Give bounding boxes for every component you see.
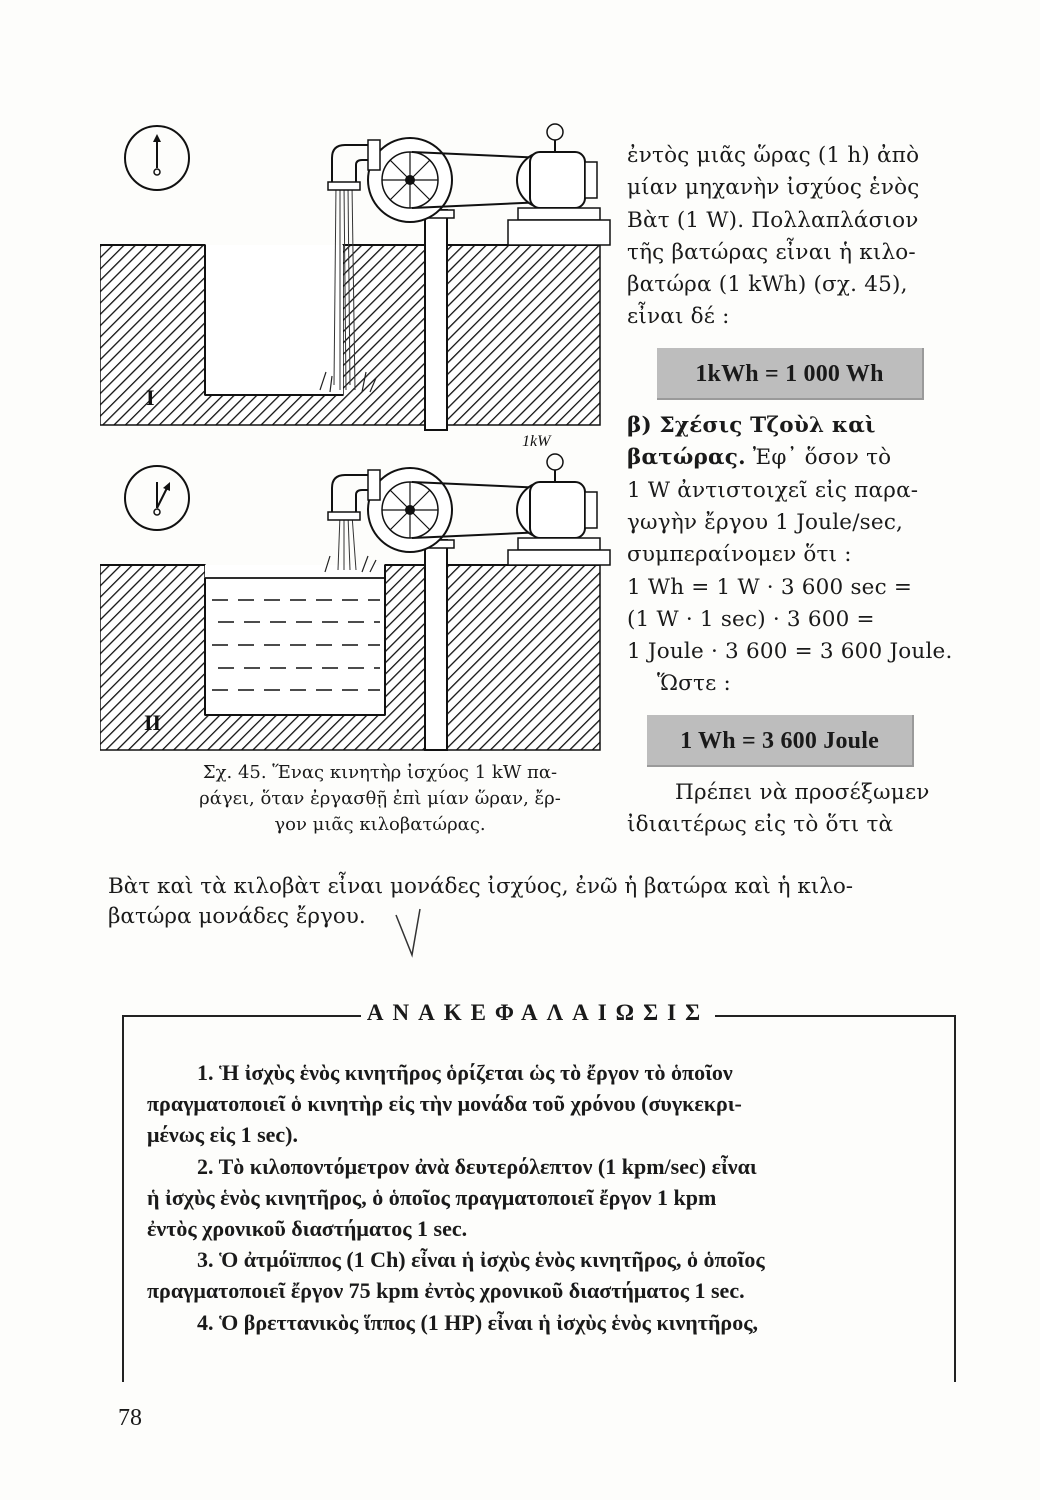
section-heading: β) Σχέσις Τζοὺλ καὶ	[627, 413, 876, 439]
summary-line: ἐντὸς χρονικοῦ διαστήματος 1 sec.	[147, 1216, 468, 1242]
para1-line: τῆς βατώρας εἶναι ἡ κιλο-	[627, 239, 916, 265]
para2-line: Ἐφ᾽ ὅσον τὸ	[752, 445, 892, 471]
para3-line: Πρέπει νὰ προσέξωμεν	[675, 780, 930, 806]
label-roman-2: II	[144, 710, 162, 735]
summary-content	[147, 1057, 907, 1338]
figure-45	[100, 110, 640, 770]
para2-line: (1 W · 1 sec) · 3 600 =	[627, 606, 875, 632]
caption-line: ράγει, ὅταν ἐργασθῇ ἐπὶ μίαν ὥραν, ἔρ-	[199, 788, 561, 809]
summary-title: ΑΝΑΚΕΦΑΛΑΙΩΣΙΣ	[361, 1000, 715, 1025]
summary-line: πραγματοποιεῖ ὁ κινητὴρ εἰς τὴν μονάδα τοῦ χρόνου (συγκεκρι-	[147, 1091, 742, 1117]
top-panel	[100, 124, 610, 430]
formula-kwh: 1kWh = 1 000 Wh	[657, 348, 924, 400]
full-width-paragraph	[108, 872, 948, 932]
summary-line: πραγματοποιεῖ ἔργον 75 kpm ἐντὸς χρονικοῦ διαστήματος 1 sec.	[147, 1278, 745, 1304]
label-roman-1: I	[146, 385, 155, 410]
para1-line: Βὰτ (1 W). Πολλαπλάσιον	[627, 207, 919, 233]
formula-joule: 1 Wh = 3 600 Joule	[647, 715, 914, 767]
para2-line: 1 Wh = 1 W · 3 600 sec =	[627, 574, 913, 600]
summary-line: ἡ ἰσχὺς ἑνὸς κινητῆρος, ὁ ὁποῖος πραγματοποιεῖ ἔργον 1 kpm	[147, 1184, 717, 1210]
summary-line: 3. Ὁ ἀτμόϊππος (1 Ch) εἶναι ἡ ἰσχὺς ἑνὸς κινητῆρος, ὁ ὁποῖος	[197, 1247, 765, 1273]
para2-line: γωγὴν ἔργου 1 Joule/sec,	[627, 509, 904, 535]
summary-line: 1. Ἡ ἰσχὺς ἑνὸς κινητῆρος ὁρίζεται ὡς τὸ ἔργον τὸ ὁποῖον	[197, 1060, 733, 1085]
summary-line: 2. Τὸ κιλοποντόμετρον ἀνὰ δευτερόλεπτον (1 kpm/sec) εἶναι	[197, 1153, 757, 1179]
checkmark-icon	[390, 905, 430, 965]
summary-line: 4. Ὁ βρεττανικὸς ἵππος (1 HP) εἶναι ἡ ἰσχὺς ἑνὸς κινητῆρος,	[197, 1309, 758, 1335]
para1-line: ἐντὸς μιᾶς ὥρας (1 h) ἀπὸ	[627, 143, 920, 168]
full-line: Βὰτ καὶ τὰ κιλοβὰτ εἶναι μονάδες ἰσχύος, ἐνῶ ἡ βατώρα καὶ ἡ κιλο-	[108, 874, 854, 899]
para2-line: Ὥστε :	[657, 671, 731, 697]
right-column	[627, 140, 953, 842]
para2-line: 1 Joule · 3 600 = 3 600 Joule.	[627, 639, 953, 665]
para2-line: 1 W ἀντιστοιχεῖ εἰς παρα-	[627, 477, 919, 503]
page-number: 78	[118, 1405, 142, 1431]
pump-diagram	[100, 110, 640, 770]
summary-title-wrap	[118, 1000, 958, 1026]
full-line: βατώρα μονάδες ἔργου.	[108, 904, 366, 929]
para1-line: εἶναι δέ :	[627, 304, 730, 330]
section-heading-cont: βατώρας.	[627, 445, 746, 471]
figure-caption	[165, 760, 595, 838]
caption-line: Σχ. 45. Ἕνας κινητὴρ ἰσχύος 1 kW πα-	[202, 762, 558, 783]
caption-line: γον μιᾶς κιλοβατώρας.	[274, 814, 486, 835]
bottom-panel	[100, 454, 610, 750]
summary-line: μένως εἰς 1 sec).	[147, 1122, 298, 1148]
power-label: 1kW	[522, 433, 551, 450]
para1-line: μίαν μηχανὴν ἰσχύος ἑνὸς	[627, 175, 920, 201]
para1-line: βατώρα (1 kWh) (σχ. 45),	[627, 272, 908, 298]
para2-line: συμπεραίνομεν ὅτι :	[627, 542, 852, 568]
para3-line: ἰδιαιτέρως εἰς τὸ ὅτι τὰ	[627, 812, 894, 838]
